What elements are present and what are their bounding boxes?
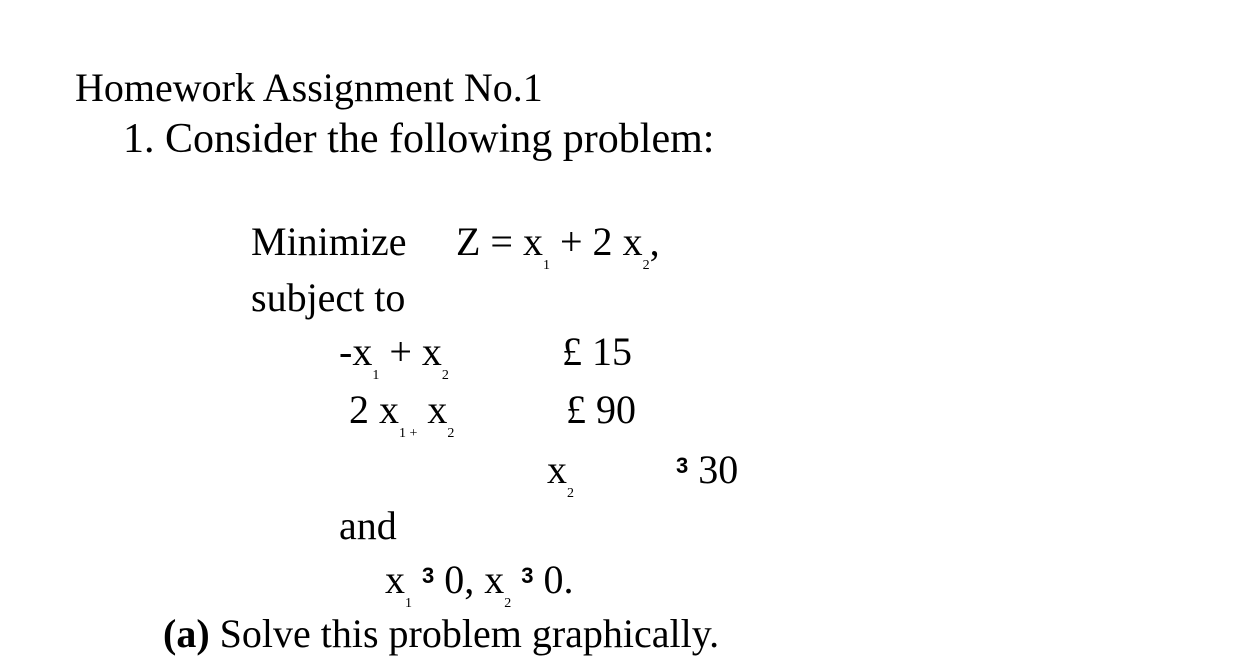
- constraint-1-sub-a: 1: [372, 368, 380, 383]
- objective-trail: ,: [649, 219, 660, 264]
- nonneg-value-1: 0,: [444, 557, 475, 602]
- objective-x1: x: [523, 219, 543, 264]
- objective-lhs: Z =: [456, 219, 513, 264]
- objective-x2: x: [622, 219, 643, 264]
- part-a: [163, 611, 720, 656]
- objective-keyword: Minimize: [251, 219, 407, 264]
- objective-function: [456, 219, 660, 273]
- subject-to-label: subject to: [251, 275, 406, 320]
- constraint-1-sub-b: 2: [441, 368, 449, 383]
- nonneg-value-2: 0.: [543, 557, 574, 602]
- constraint-3-rhs: [676, 447, 739, 492]
- nonnegativity-constraints: [385, 557, 574, 611]
- constraint-3-lhs: [547, 447, 574, 501]
- nonneg-x1: x: [385, 557, 405, 602]
- constraint-1-lhs: [339, 329, 449, 383]
- nonneg-symbol-2: 3: [521, 563, 534, 588]
- constraint-3-symbol: 3: [676, 453, 689, 478]
- part-a-label: (a): [163, 611, 210, 656]
- constraint-2-sub-a: 1 +: [399, 426, 418, 441]
- nonneg-symbol-1: 3: [422, 563, 435, 588]
- and-label: and: [339, 503, 397, 548]
- document-title: Homework Assignment No.1: [75, 65, 543, 110]
- constraint-1-term-b: + x: [379, 329, 442, 374]
- nonneg-x2-sub: 2: [504, 596, 512, 611]
- constraint-2-sub-b: 2: [447, 426, 455, 441]
- objective-x2-subscript: 2: [642, 258, 650, 273]
- constraint-3-value: 30: [698, 447, 739, 492]
- constraint-2-term-a: 2 x: [349, 387, 399, 432]
- nonneg-x2: x: [484, 557, 505, 602]
- objective-coef: + 2: [560, 219, 613, 264]
- constraint-2-term-b: x: [417, 387, 448, 432]
- constraint-1-term-a: -x: [339, 329, 373, 374]
- question-1: 1. Consider the following problem:: [123, 116, 715, 162]
- nonneg-x1-sub: 1: [405, 596, 412, 611]
- part-a-text: Solve this problem graphically.: [209, 611, 720, 656]
- constraint-2-lhs: [349, 387, 455, 441]
- constraint-1-rhs: £ 15: [562, 329, 632, 374]
- constraint-3-term: x: [547, 447, 567, 492]
- constraint-3-sub: 2: [567, 486, 574, 501]
- objective-x1-subscript: 1: [543, 258, 550, 273]
- constraint-2-rhs: £ 90: [566, 387, 636, 432]
